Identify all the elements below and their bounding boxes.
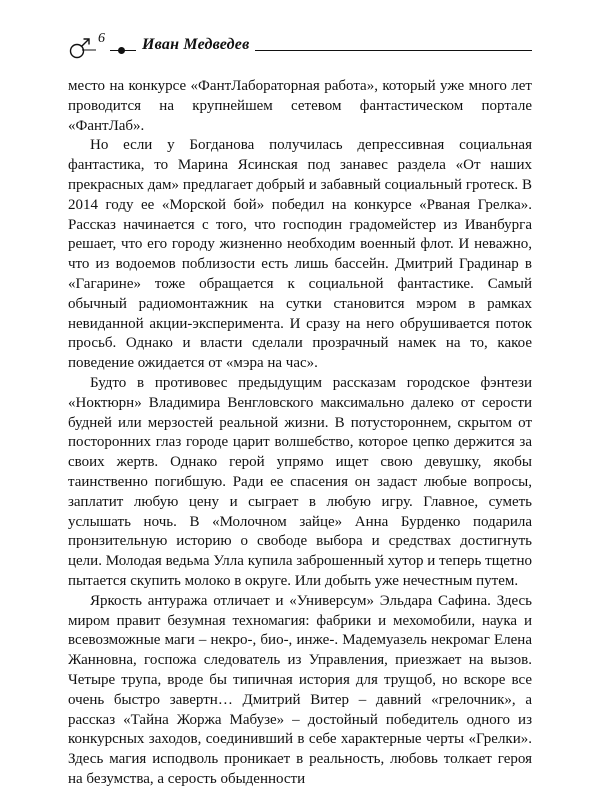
paragraph: место на конкурсе «ФантЛабораторная работа», который уже много лет проводится на крупнейшем сетевом фантастическом портале «ФантЛаб». bbox=[68, 78, 532, 134]
running-header bbox=[68, 30, 532, 62]
body-text bbox=[68, 77, 532, 790]
male-symbol-ornament-icon bbox=[68, 36, 96, 60]
paragraph: Будто в противовес предыдущим рассказам городское фэнтези «Ноктюрн» Владимира Венгловского максимально далеко от серости будней или мерзостей реальной жизни. В потустороннем, скрытом от посторонних глаз городе царит волшебство, которое цепко держится за своих жертв. Однако герой упрямо ищет свою девушку, якобы таинственно погибшую. Ради ее спасения он задаст любые вопросы, заплатит любую цену и сыграет в любую игру. Главное, суметь услышать ночь. В «Молочном зайце» Анна Бурденко подарила пронзительную историю о свободе выбора и средствах достигнуть цели. Молодая ведьма Улла купила заброшенный хутор и теперь тщетно пытается скупить молоко в округе. Или добыть уже нечестным путем. bbox=[68, 374, 532, 589]
header-dot bbox=[118, 47, 125, 54]
paragraph: Но если у Богданова получилась депрессивная социальная фантастика, то Марина Ясинская под занавес раздела «От наших прекрасных дам» предлагает добрый и забавный социальный гротеск. В 2014 году ее «Морской бой» победил на конкурсе «Рваная Грелка». Рассказ начинается с того, что господин градомейстер из Иванбурга решает, что его городу жизненно необходим военный флот. И неважно, что из водоемов поблизости есть лишь бассейн. Дмитрий Градинар в «Гагарине» тоже обращается к социальной фантастике. Самый обычный радиомонтажник на сутки становится мэром в рамках невиданной акции-эксперимента. И сразу на него обрушивается поток просьб. Однако и власти сделали прозрачный намек на то, какое поведение ожидается от «мэра на час». bbox=[68, 137, 532, 372]
running-header-author: Иван Медведев bbox=[136, 36, 255, 54]
paragraph: Яркость антуража отличает и «Универсум» Эльдара Сафина. Здесь миром правит безумная техномагия: фабрики и мехомобили, наука и всевозможные маги – некро-, био-, инже-. Мадемуазель некромаг Елена Жанновна, госпожа следователь из Управления, приезжает на вызов. Четыре трупа, вроде бы типичная история для трущоб, но вскоре все очень быстро завертн… Дмитрий Витер – давний «грелочник», а рассказ «Тайна Жоржа Мабузе» – достойный победитель одного из конкурсных заходов, соединивший в себе характерные черты «Грелки». Здесь магия исподволь проникает в реальность, любовь толкает героя на безумства, а серость обыденности bbox=[68, 592, 532, 787]
page-number: 6 bbox=[98, 31, 105, 46]
